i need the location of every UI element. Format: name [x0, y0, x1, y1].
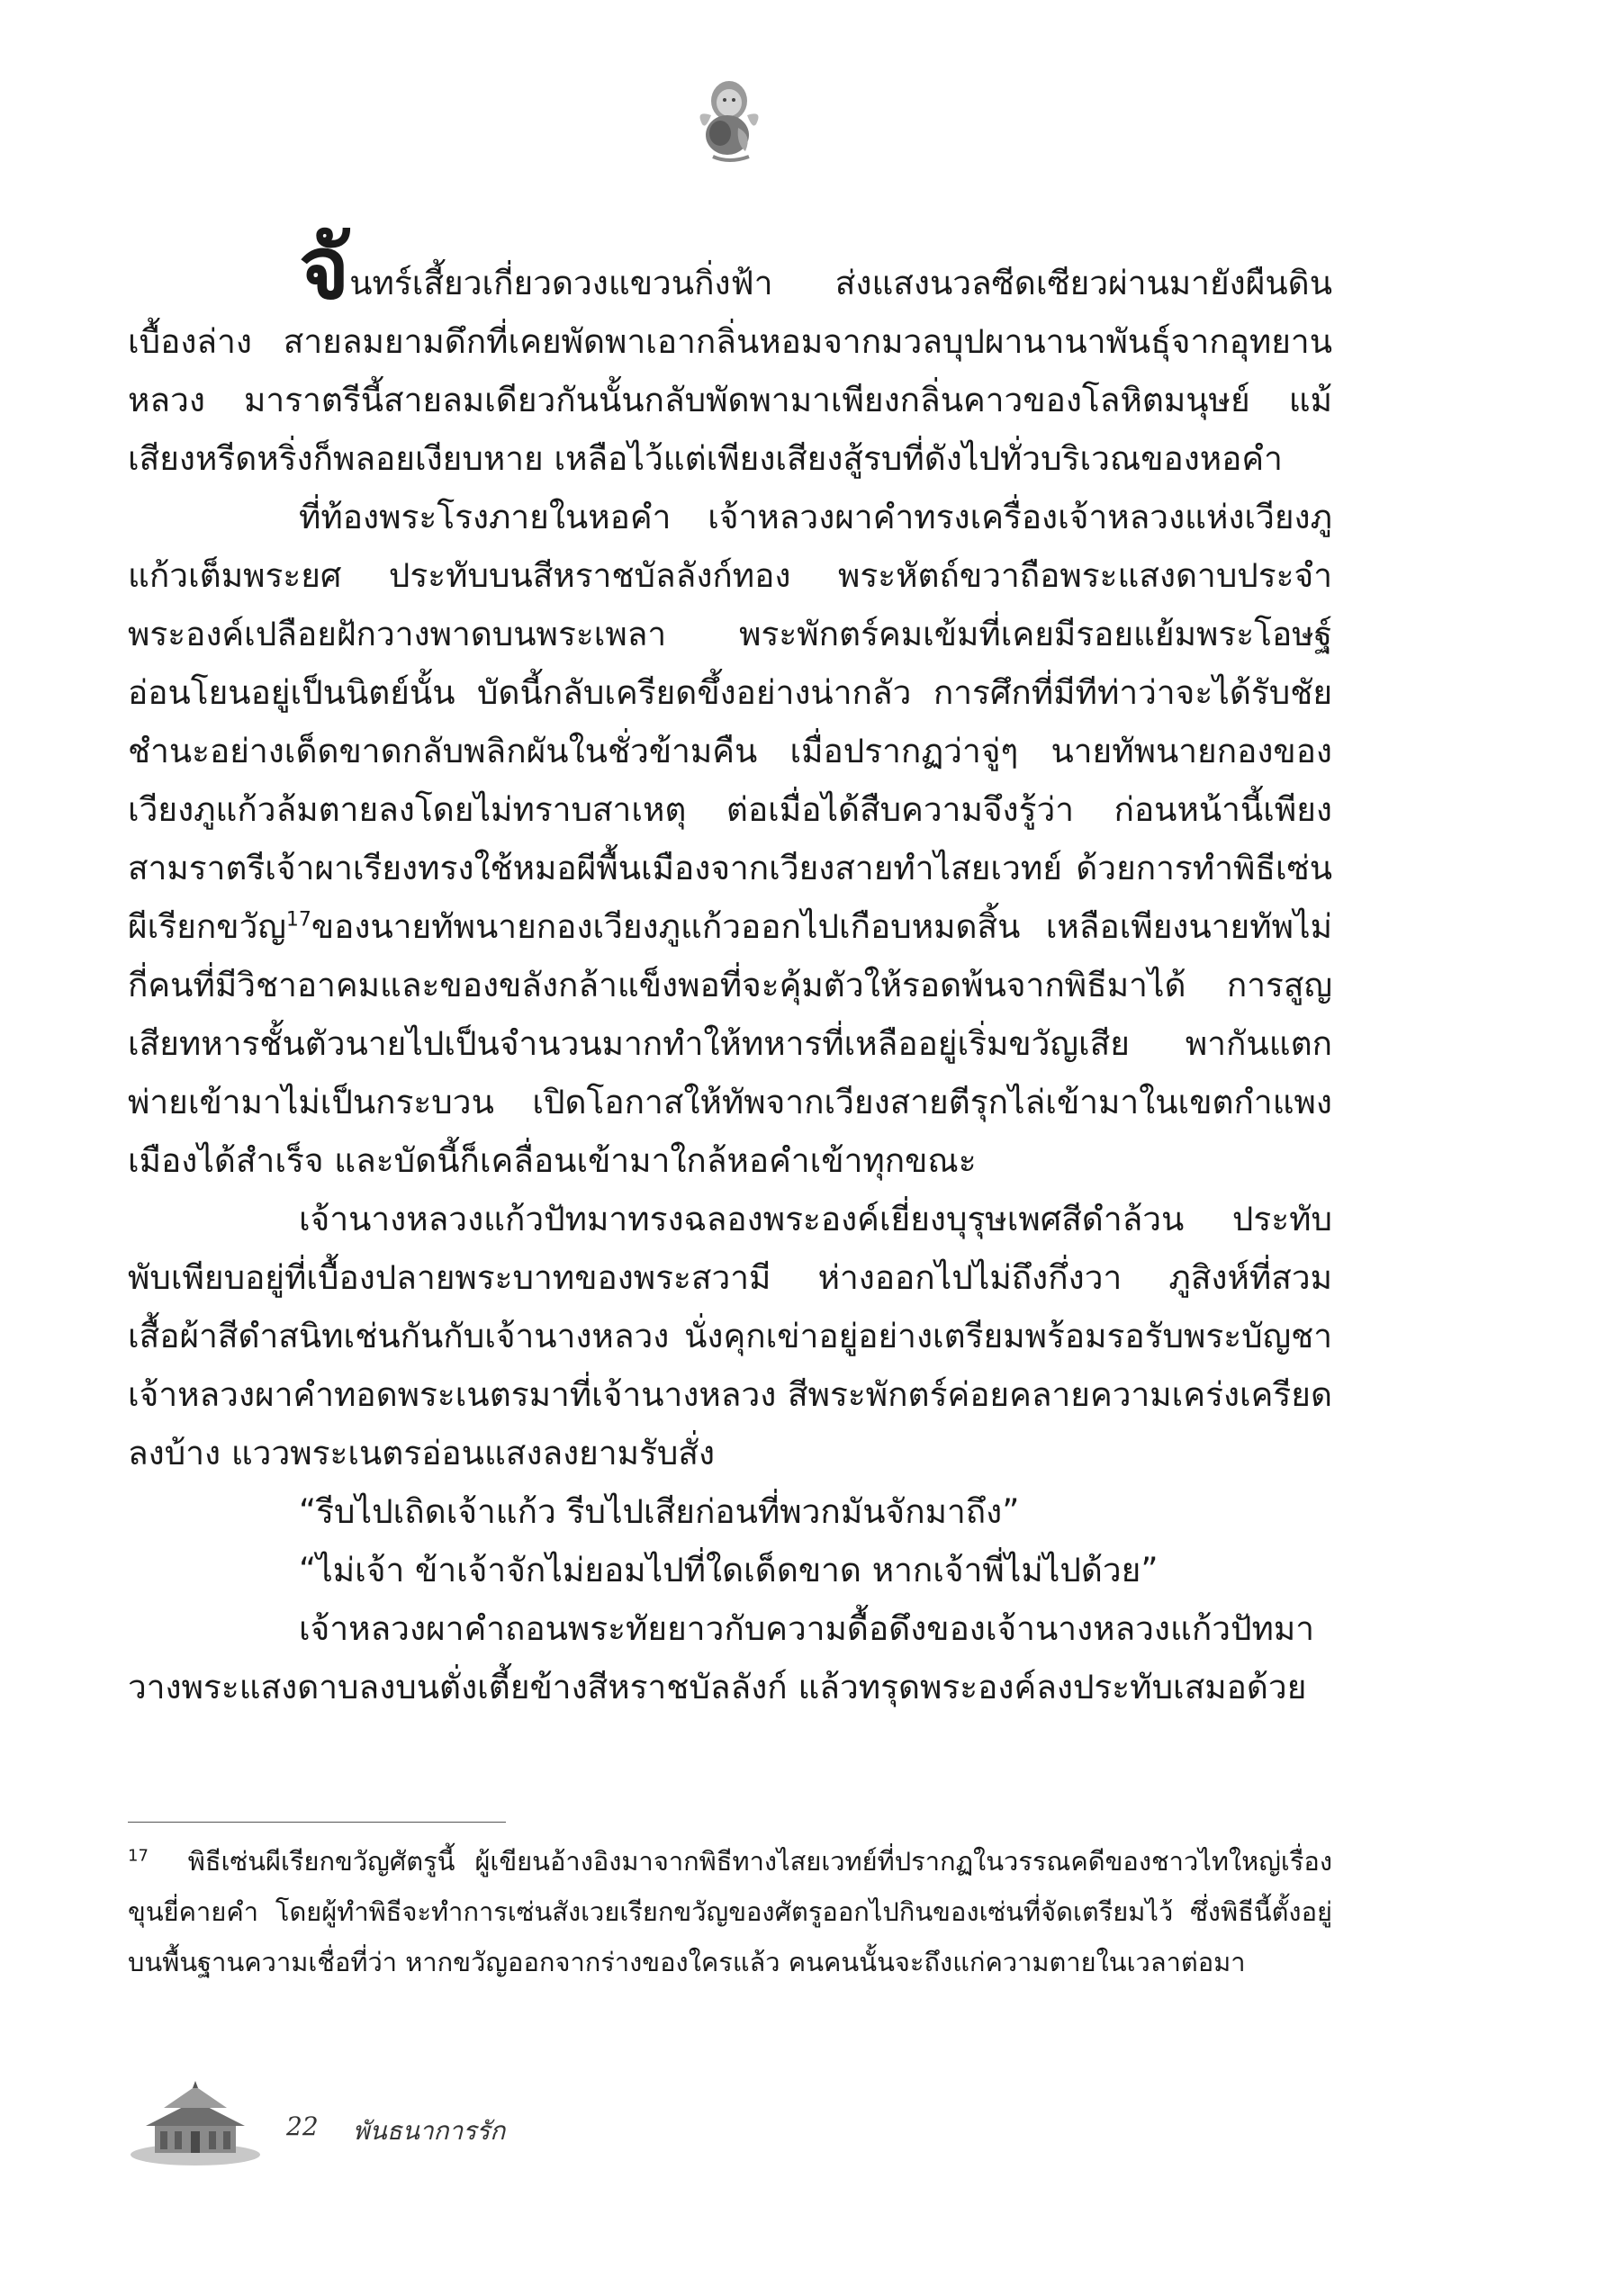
paragraph: เจ้าหลวงผาคำถอนพระทัยยาวกับความดื้อดึงของเจ้านางหลวงแก้วปัทมาวางพระแสงดาบลงบนตั่งเตี้ยข้างสีหราชบัลลังก์ แล้วทรุดพระองค์ลงประทับเสมอด้วย [128, 1609, 1315, 1706]
page-number: 22 [286, 2111, 319, 2141]
story-body [128, 218, 1332, 1716]
cherub-ornament-icon [686, 74, 772, 173]
footnote-marker: 17 [285, 908, 311, 932]
book-title: พันธนาการรัก [353, 2116, 506, 2146]
temple-ornament-icon [128, 2081, 263, 2166]
paragraph: ที่ท้องพระโรงภายในหอคำ เจ้าหลวงผาคำทรงเครื่องเจ้าหลวงแห่งเวียงภูแก้วเต็มพระยศ ประทับบนสีหราชบัลลังก์ทอง พระหัตถ์ขวาถือพระแสงดาบประจำพระองค์เปลือยฝักวางพาดบนพระเพลา พระพักตร์คมเข้มที่เคยมีรอยแย้มพระโอษฐ์อ่อนโยนอยู่เป็นนิตย์นั้น บัดนี้กลับเครียดขึ้งอย่างน่ากลัว การศึกที่มีทีท่าว่าจะได้รับชัยชำนะอย่างเด็ดขาดกลับพลิกผันในชั่วข้ามคืน เมื่อปรากฏว่าจู่ๆ นายทัพนายกองของเวียงภูแก้วล้มตายลงโดยไม่ทราบสาเหตุ ต่อเมื่อได้สืบความจึงรู้ว่า ก่อนหน้านี้เพียงสามราตรีเจ้าผาเรียงทรงใช้หมอผีพื้นเมืองจากเวียงสายทำไสยเวทย์ ด้วยการทำพิธีเซ่นผีเรียกขวัญ$^{17}$ของนายทัพนายกองเวียงภูแก้วออกไปเกือบหมดสิ้น เหลือเพียงนายทัพไม่กี่คนที่มีวิชาอาคมและของขลังกล้าแข็งพอที่จะคุ้มตัวให้รอดพ้นจากพิธีมาได้ การสูญเสียทหารชั้นตัวนายไปเป็นจำนวนมากทำให้ทหารที่เหลืออยู่เริ่มขวัญเสีย พากันแตกพ่ายเข้ามาไม่เป็นกระบวน เปิดโอกาสให้ทัพจากเวียงสายตีรุกไล่เข้ามาในเขตกำแพงเมืองได้สำเร็จ และบัดนี้ก็เคลื่อนเข้ามาใกล้หอคำเข้าทุกขณะ [128, 498, 1332, 1180]
drop-cap: จั [299, 218, 350, 319]
footnote-text: พิธีเซ่นผีเรียกขวัญศัตรูนี้ ผู้เขียนอ้างอิงมาจากพิธีทางไสยเวทย์ที่ปรากฏในวรรณคดีของชาวไทใหญ่เรื่องขุนยี่คายคำ โดยผู้ทำพิธีจะทำการเซ่นสังเวยเรียกขวัญของศัตรูออกไปกินของเซ่นที่จัดเตรียมไว้ ซึ่งพิธีนี้ตั้งอยู่บนพื้นฐานความเชื่อที่ว่า หากขวัญออกจากร่างของใครแล้ว คนคนนั้นจะถึงแก่ความตายในเวลาต่อมา [128, 1846, 1332, 1977]
dialogue-line: “รีบไปเถิดเจ้าแก้ว รีบไปเสียก่อนที่พวกมันจักมาถึง” [299, 1492, 1020, 1531]
footnote-number: 17 [128, 1846, 149, 1866]
footnote-divider [128, 1822, 506, 1823]
paragraph: จันทร์เสี้ยวเกี่ยวดวงแขวนกิ่งฟ้า ส่งแสงนวลซีดเซียวผ่านมายังผืนดินเบื้องล่าง สายลมยามดึกที่เคยพัดพาเอากลิ่นหอมจากมวลบุปผานานาพันธุ์จากอุทยานหลวง มาราตรีนี้สายลมเดียวกันนั้นกลับพัดพามาเพียงกลิ่นคาวของโลหิตมนุษย์ แม้เสียงหรีดหริ่งก็พลอยเงียบหาย เหลือไว้แต่เพียงเสียงสู้รบที่ดังไปทั่วบริเวณของหอคำ [128, 218, 1332, 478]
dialogue-line: “ไม่เจ้า ข้าเจ้าจักไม่ยอมไปที่ใดเด็ดขาด หากเจ้าพี่ไม่ไปด้วย” [299, 1551, 1159, 1589]
paragraph: เจ้านางหลวงแก้วปัทมาทรงฉลองพระองค์เยี่ยงบุรุษเพศสีดำล้วน ประทับพับเพียบอยู่ที่เบื้องปลายพระบาทของพระสวามี ห่างออกไปไม่ถึงกึ่งวา ภูสิงห์ที่สวมเสื้อผ้าสีดำสนิทเช่นกันกับเจ้านางหลวง นั่งคุกเข่าอยู่อย่างเตรียมพร้อมรอรับพระบัญชาเจ้าหลวงผาคำทอดพระเนตรมาที่เจ้านางหลวง สีพระพักตร์ค่อยคลายความเคร่งเครียดลงบ้าง แววพระเนตรอ่อนแสงลงยามรับสั่ง [128, 1200, 1332, 1472]
footnote [128, 1836, 1332, 1987]
